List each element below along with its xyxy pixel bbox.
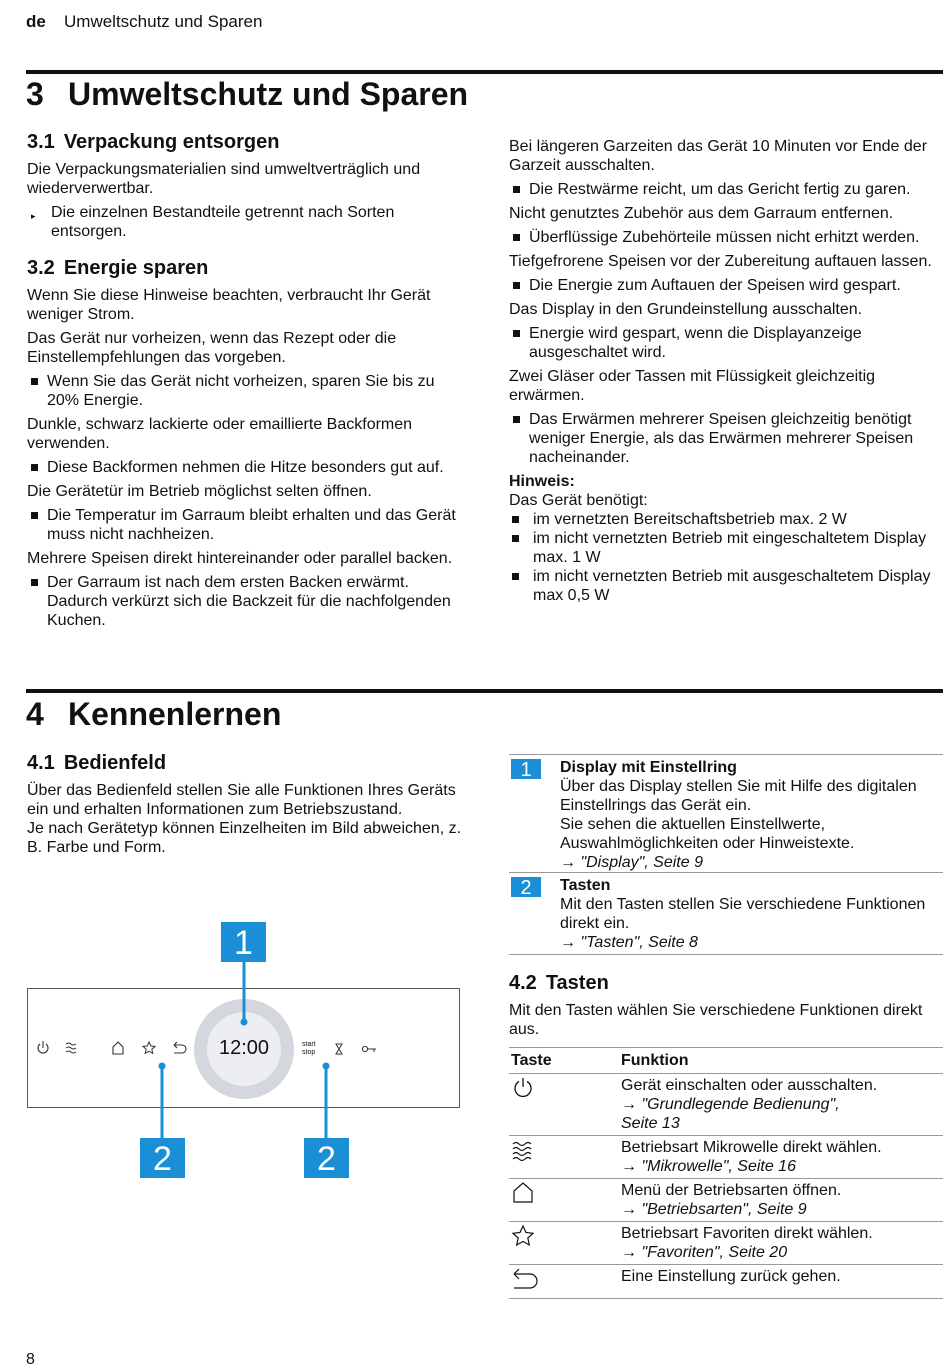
section-3-left-column [27, 133, 464, 635]
power-icon[interactable] [38, 1041, 48, 1053]
subsection-3-2-heading [27, 259, 464, 278]
definition-body: Über das Display stellen Sie mit Hilfe des digitalen Einstellrings das Gerät ein. [560, 778, 917, 814]
column-header-function: Funktion [619, 1048, 943, 1074]
callout-2-label: 2 [140, 1138, 185, 1178]
note-item-text: im nicht vernetzten Betrieb mit ausgeschaltetem Display max 0,5 W [533, 568, 931, 604]
section-rule [26, 689, 943, 693]
function-text: Eine Einstellung zurück gehen. [621, 1268, 841, 1285]
tip-bullet [509, 228, 937, 247]
table-row [509, 1179, 943, 1222]
timer-icon[interactable] [336, 1044, 342, 1054]
table-header-row [509, 1048, 943, 1074]
start-label: start [302, 1041, 316, 1048]
stop-label: stop [302, 1049, 316, 1056]
section-4-heading [26, 696, 281, 733]
bullet-square-icon [31, 378, 38, 385]
microwave-icon [511, 1138, 537, 1162]
cross-reference-link[interactable]: → "Grundlegende Bedienung", [621, 1096, 840, 1113]
display-time: 12:00 [218, 1037, 270, 1059]
back-icon [511, 1267, 539, 1291]
bullet-text: Diese Backformen nehmen die Hitze besonders gut auf. [47, 459, 444, 476]
cross-reference-link[interactable]: → "Favoriten", Seite 20 [621, 1244, 788, 1261]
bullet-square-icon [513, 282, 520, 289]
definition-title: Tasten [560, 877, 611, 894]
microwave-icon[interactable] [66, 1043, 76, 1053]
section-3-heading [26, 76, 468, 113]
note-item-text: im vernetzten Bereitschaftsbetrieb max. 2 W [533, 511, 847, 528]
bullet-text: Die Energie zum Auftauen der Speisen wird gespart. [529, 277, 901, 294]
subsection-title: Energie sparen [63, 257, 209, 279]
paragraph: Je nach Gerätetyp können Einzelheiten im Bild abweichen, z. B. Farbe und Form. [27, 820, 462, 856]
definition-number: 1 [511, 759, 541, 779]
definition-title: Display mit Einstellring [560, 759, 737, 776]
note-label: Hinweis: [509, 473, 575, 490]
definition-body: Mit den Tasten stellen Sie verschiedene Funktionen direkt ein. [560, 896, 926, 932]
subsection-number: 3.1 [27, 131, 55, 153]
bullet-square-icon [31, 464, 38, 471]
note-item [509, 510, 937, 529]
note-intro: Das Gerät benötigt: [509, 492, 648, 509]
function-text: Menü der Betriebsarten öffnen. [621, 1182, 842, 1199]
subsection-number: 4.1 [27, 752, 55, 774]
back-icon[interactable] [174, 1042, 186, 1053]
tip-text: Tiefgefrorene Speisen vor der Zubereitung auftauen lassen. [509, 253, 932, 270]
subsection-4-2-heading [509, 974, 943, 993]
section-number: 4 [26, 696, 44, 732]
subsection-title: Tasten [545, 972, 609, 994]
bullet-text: Der Garraum ist nach dem ersten Backen erwärmt. Dadurch verkürzt sich die Backzeit für die nachfolgenden Kuchen. [47, 574, 451, 629]
star-icon [511, 1224, 535, 1248]
bullet-square-icon [512, 535, 519, 542]
bullet-square-icon [31, 512, 38, 519]
function-text: Betriebsart Mikrowelle direkt wählen. [621, 1139, 882, 1156]
note-item [509, 529, 937, 567]
tip-text: Dunkle, schwarz lackierte oder emaillierte Backformen verwenden. [27, 416, 413, 452]
paragraph: Mit den Tasten wählen Sie verschiedene Funktionen direkt aus. [509, 1002, 923, 1038]
home-icon [511, 1181, 535, 1205]
bullet-square-icon [31, 579, 38, 586]
tip-bullet [27, 372, 464, 410]
home-icon[interactable] [113, 1042, 123, 1054]
cross-reference-link[interactable]: → "Tasten", Seite 8 [560, 934, 698, 951]
tip-text: Das Gerät nur vorheizen, wenn das Rezept oder die Einstellempfehlungen das vorgeben. [27, 330, 397, 366]
paragraph: Über das Bedienfeld stellen Sie alle Funktionen Ihres Geräts ein und erhalten Informationen zum Betriebszustand. [27, 782, 456, 818]
bullet-text: Die Temperatur im Garraum bleibt erhalten und das Gerät muss nicht nachheizen. [47, 507, 456, 543]
key-icon[interactable] [362, 1046, 376, 1052]
table-row [509, 1222, 943, 1265]
note-item [509, 567, 937, 605]
section-title: Umweltschutz und Sparen [68, 76, 469, 112]
tip-text: Zwei Gläser oder Tassen mit Flüssigkeit gleichzeitig erwärmen. [509, 368, 876, 404]
keys-table [509, 1047, 943, 1299]
definition-number: 2 [511, 877, 541, 897]
bullet-text: Die Restwärme reicht, um das Gericht fertig zu garen. [529, 181, 911, 198]
subsection-number: 4.2 [509, 972, 537, 994]
bullet-square-icon [512, 516, 519, 523]
power-icon [511, 1076, 535, 1100]
definition-body: Sie sehen die aktuellen Einstellwerte, Auswahlmöglichkeiten oder Hinweistexte. [560, 816, 855, 852]
tip-bullet [27, 458, 464, 477]
subsection-4-2 [509, 974, 943, 1299]
bullet-square-icon [513, 330, 520, 337]
start-stop-button[interactable] [302, 1041, 316, 1057]
tip-text: Das Display in den Grundeinstellung ausschalten. [509, 301, 863, 318]
subsection-title: Bedienfeld [63, 752, 167, 774]
control-panel-drawing [27, 960, 467, 1180]
table-row [509, 1265, 943, 1299]
function-text: Betriebsart Favoriten direkt wählen. [621, 1225, 873, 1242]
step-item [27, 203, 464, 241]
paragraph: Wenn Sie diese Hinweise beachten, verbraucht Ihr Gerät weniger Strom. [27, 287, 431, 323]
callout-1-label: 1 [221, 922, 266, 962]
table-row [509, 1074, 943, 1136]
column-header-key: Taste [509, 1048, 619, 1074]
header-title: Umweltschutz und Sparen [64, 12, 263, 31]
table-row [509, 1136, 943, 1179]
section-4-left-column [27, 754, 464, 857]
tip-bullet [27, 506, 464, 544]
section-number: 3 [26, 76, 44, 112]
tip-text: Die Gerätetür im Betrieb möglichst selten öffnen. [27, 483, 372, 500]
cross-reference-link[interactable]: → "Mikrowelle", Seite 16 [621, 1158, 796, 1175]
star-icon[interactable] [143, 1042, 155, 1053]
bullet-square-icon [513, 234, 520, 241]
cross-reference-link[interactable]: → "Betriebsarten", Seite 9 [621, 1201, 807, 1218]
tip-text: Mehrere Speisen direkt hintereinander oder parallel backen. [27, 550, 453, 567]
tip-bullet [509, 324, 937, 362]
cross-reference-link[interactable]: → "Display", Seite 9 [560, 854, 703, 871]
section-title: Kennenlernen [68, 696, 282, 732]
callout-2-label: 2 [304, 1138, 349, 1178]
bullet-text: Überflüssige Zubehörteile müssen nicht erhitzt werden. [529, 229, 920, 246]
subsection-3-1-heading [27, 133, 464, 152]
bullet-square-icon [513, 186, 520, 193]
page-number: 8 [26, 1351, 35, 1368]
subsection-number: 3.2 [27, 257, 55, 279]
bullet-text: Das Erwärmen mehrerer Speisen gleichzeitig benötigt weniger Energie, als das Erwärmen mehrerer Speisen nacheinander. [529, 411, 914, 466]
subsection-4-1-heading [27, 754, 464, 773]
bullet-text: Energie wird gespart, wenn die Displayanzeige ausgeschaltet wird. [529, 325, 862, 361]
definition-display [509, 754, 943, 872]
tip-bullet [509, 180, 937, 199]
cross-reference-page[interactable]: Seite 13 [621, 1115, 680, 1132]
bullet-square-icon [513, 416, 520, 423]
header-language: de [26, 12, 46, 31]
bullet-text: Wenn Sie das Gerät nicht vorheizen, sparen Sie bis zu 20% Energie. [47, 373, 435, 409]
tip-bullet [509, 410, 937, 467]
tip-bullet [509, 276, 937, 295]
subsection-title: Verpackung entsorgen [63, 131, 280, 153]
note-item-text: im nicht vernetzten Betrieb mit eingeschaltetem Display max. 1 W [533, 530, 927, 566]
section-rule [26, 70, 943, 74]
step-arrow-icon: ▸ [31, 211, 36, 221]
function-text: Gerät einschalten oder ausschalten. [621, 1077, 878, 1094]
definition-buttons [509, 872, 943, 955]
tip-bullet [27, 573, 464, 630]
tip-text: Nicht genutztes Zubehör aus dem Garraum entfernen. [509, 205, 894, 222]
step-text: Die einzelnen Bestandteile getrennt nach Sorten entsorgen. [51, 204, 395, 240]
paragraph: Die Verpackungsmaterialien sind umweltverträglich und wiederverwertbar. [27, 161, 421, 197]
section-3-right-column [509, 137, 937, 605]
tip-text: Bei längeren Garzeiten das Gerät 10 Minuten vor Ende der Garzeit ausschalten. [509, 138, 928, 174]
bullet-square-icon [512, 573, 519, 580]
